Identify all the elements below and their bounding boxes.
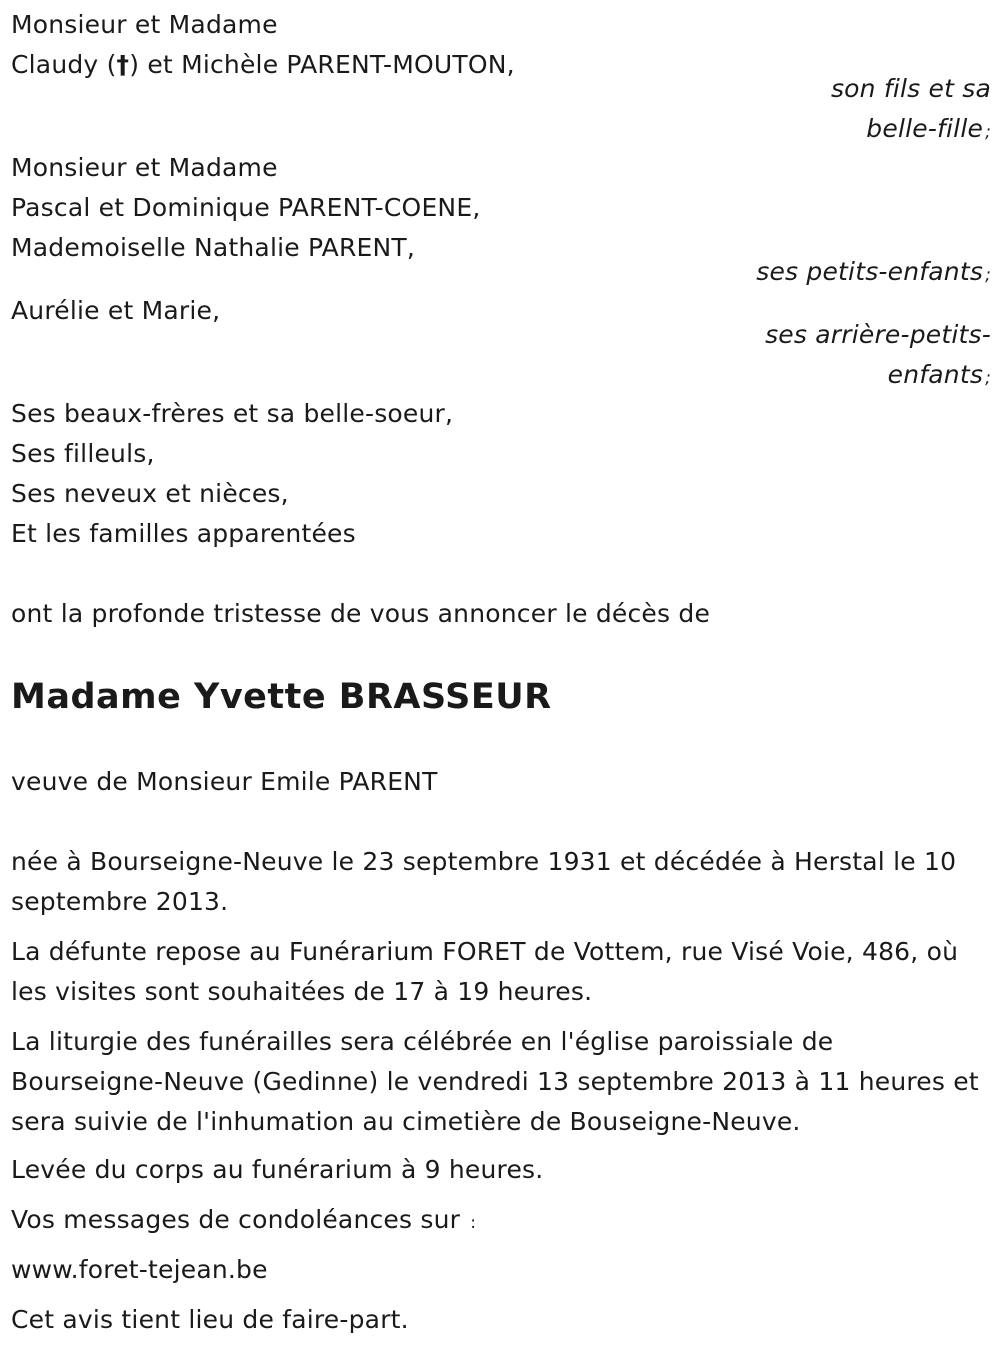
son-relation-line1: son fils et sa (830, 74, 991, 103)
others-line-1: Ses beaux-frères et sa belle-soeur, (11, 399, 454, 428)
cross-icon: † (116, 50, 130, 79)
son-names-suffix: ) et Michèle PARENT-MOUTON, (129, 50, 515, 79)
grandchildren-title-line: Monsieur et Madame (11, 153, 278, 182)
liturgy-paragraph: La liturgie des funérailles sera célébrée en l'église paroissiale de Bourseigne-Neuve (Gedinne) le vendredi 13 septembre 2013 à 11 heures et sera suivie de l'inhumation au cimetière de Bouseigne-Neuve. (11, 1027, 979, 1136)
grandchildren-relation-text: ses petits-enfants (756, 257, 984, 286)
grandchildren-names-line: Pascal et Dominique PARENT-COENE, (11, 193, 481, 222)
closing-line: Cet avis tient lieu de faire-part. (11, 1305, 409, 1334)
great-grandchildren-relation-line2 (888, 360, 991, 393)
deceased-name: Madame Yvette BRASSEUR (11, 677, 552, 717)
great-grandchildren-names-line: Aurélie et Marie, (11, 296, 221, 325)
great-grandchildren-relation-text: enfants (887, 360, 984, 389)
grandchildren-relation (756, 257, 991, 290)
son-names-line (11, 50, 515, 80)
son-relation-line2 (866, 114, 991, 147)
condolences-line (11, 1205, 476, 1238)
others-line-3: Ses neveux et nièces, (11, 479, 289, 508)
others-line-2: Ses filleuls, (11, 439, 155, 468)
levee-line: Levée du corps au funérarium à 9 heures. (11, 1155, 544, 1184)
son-relation-text: belle-fille (866, 114, 984, 143)
grandchildren-miss-line: Mademoiselle Nathalie PARENT, (11, 233, 416, 262)
son-names-prefix: Claudy ( (11, 50, 117, 79)
son-title-line: Monsieur et Madame (11, 10, 278, 39)
great-grandchildren-relation-line1: ses arrière-petits- (765, 320, 991, 349)
grandchildren-relation-punct: ; (985, 265, 991, 285)
condolences-label: Vos messages de condoléances sur (11, 1205, 461, 1234)
website-link[interactable]: www.foret-tejean.be (11, 1255, 268, 1284)
widow-of-line: veuve de Monsieur Emile PARENT (11, 767, 438, 796)
son-relation-punct: ; (985, 122, 991, 142)
great-grandchildren-relation-punct: ; (985, 368, 991, 388)
rests-paragraph: La défunte repose au Funérarium FORET de Vottem, rue Visé Voie, 486, où les visites sont souhaitées de 17 à 19 heures. (11, 937, 959, 1006)
condolences-punct: : (470, 1213, 477, 1233)
announcement-line: ont la profonde tristesse de vous annoncer le décès de (11, 599, 711, 628)
birth-death-paragraph: née à Bourseigne-Neuve le 23 septembre 1931 et décédée à Herstal le 10 septembre 2013. (11, 847, 957, 916)
others-line-4: Et les familles apparentées (11, 519, 356, 548)
